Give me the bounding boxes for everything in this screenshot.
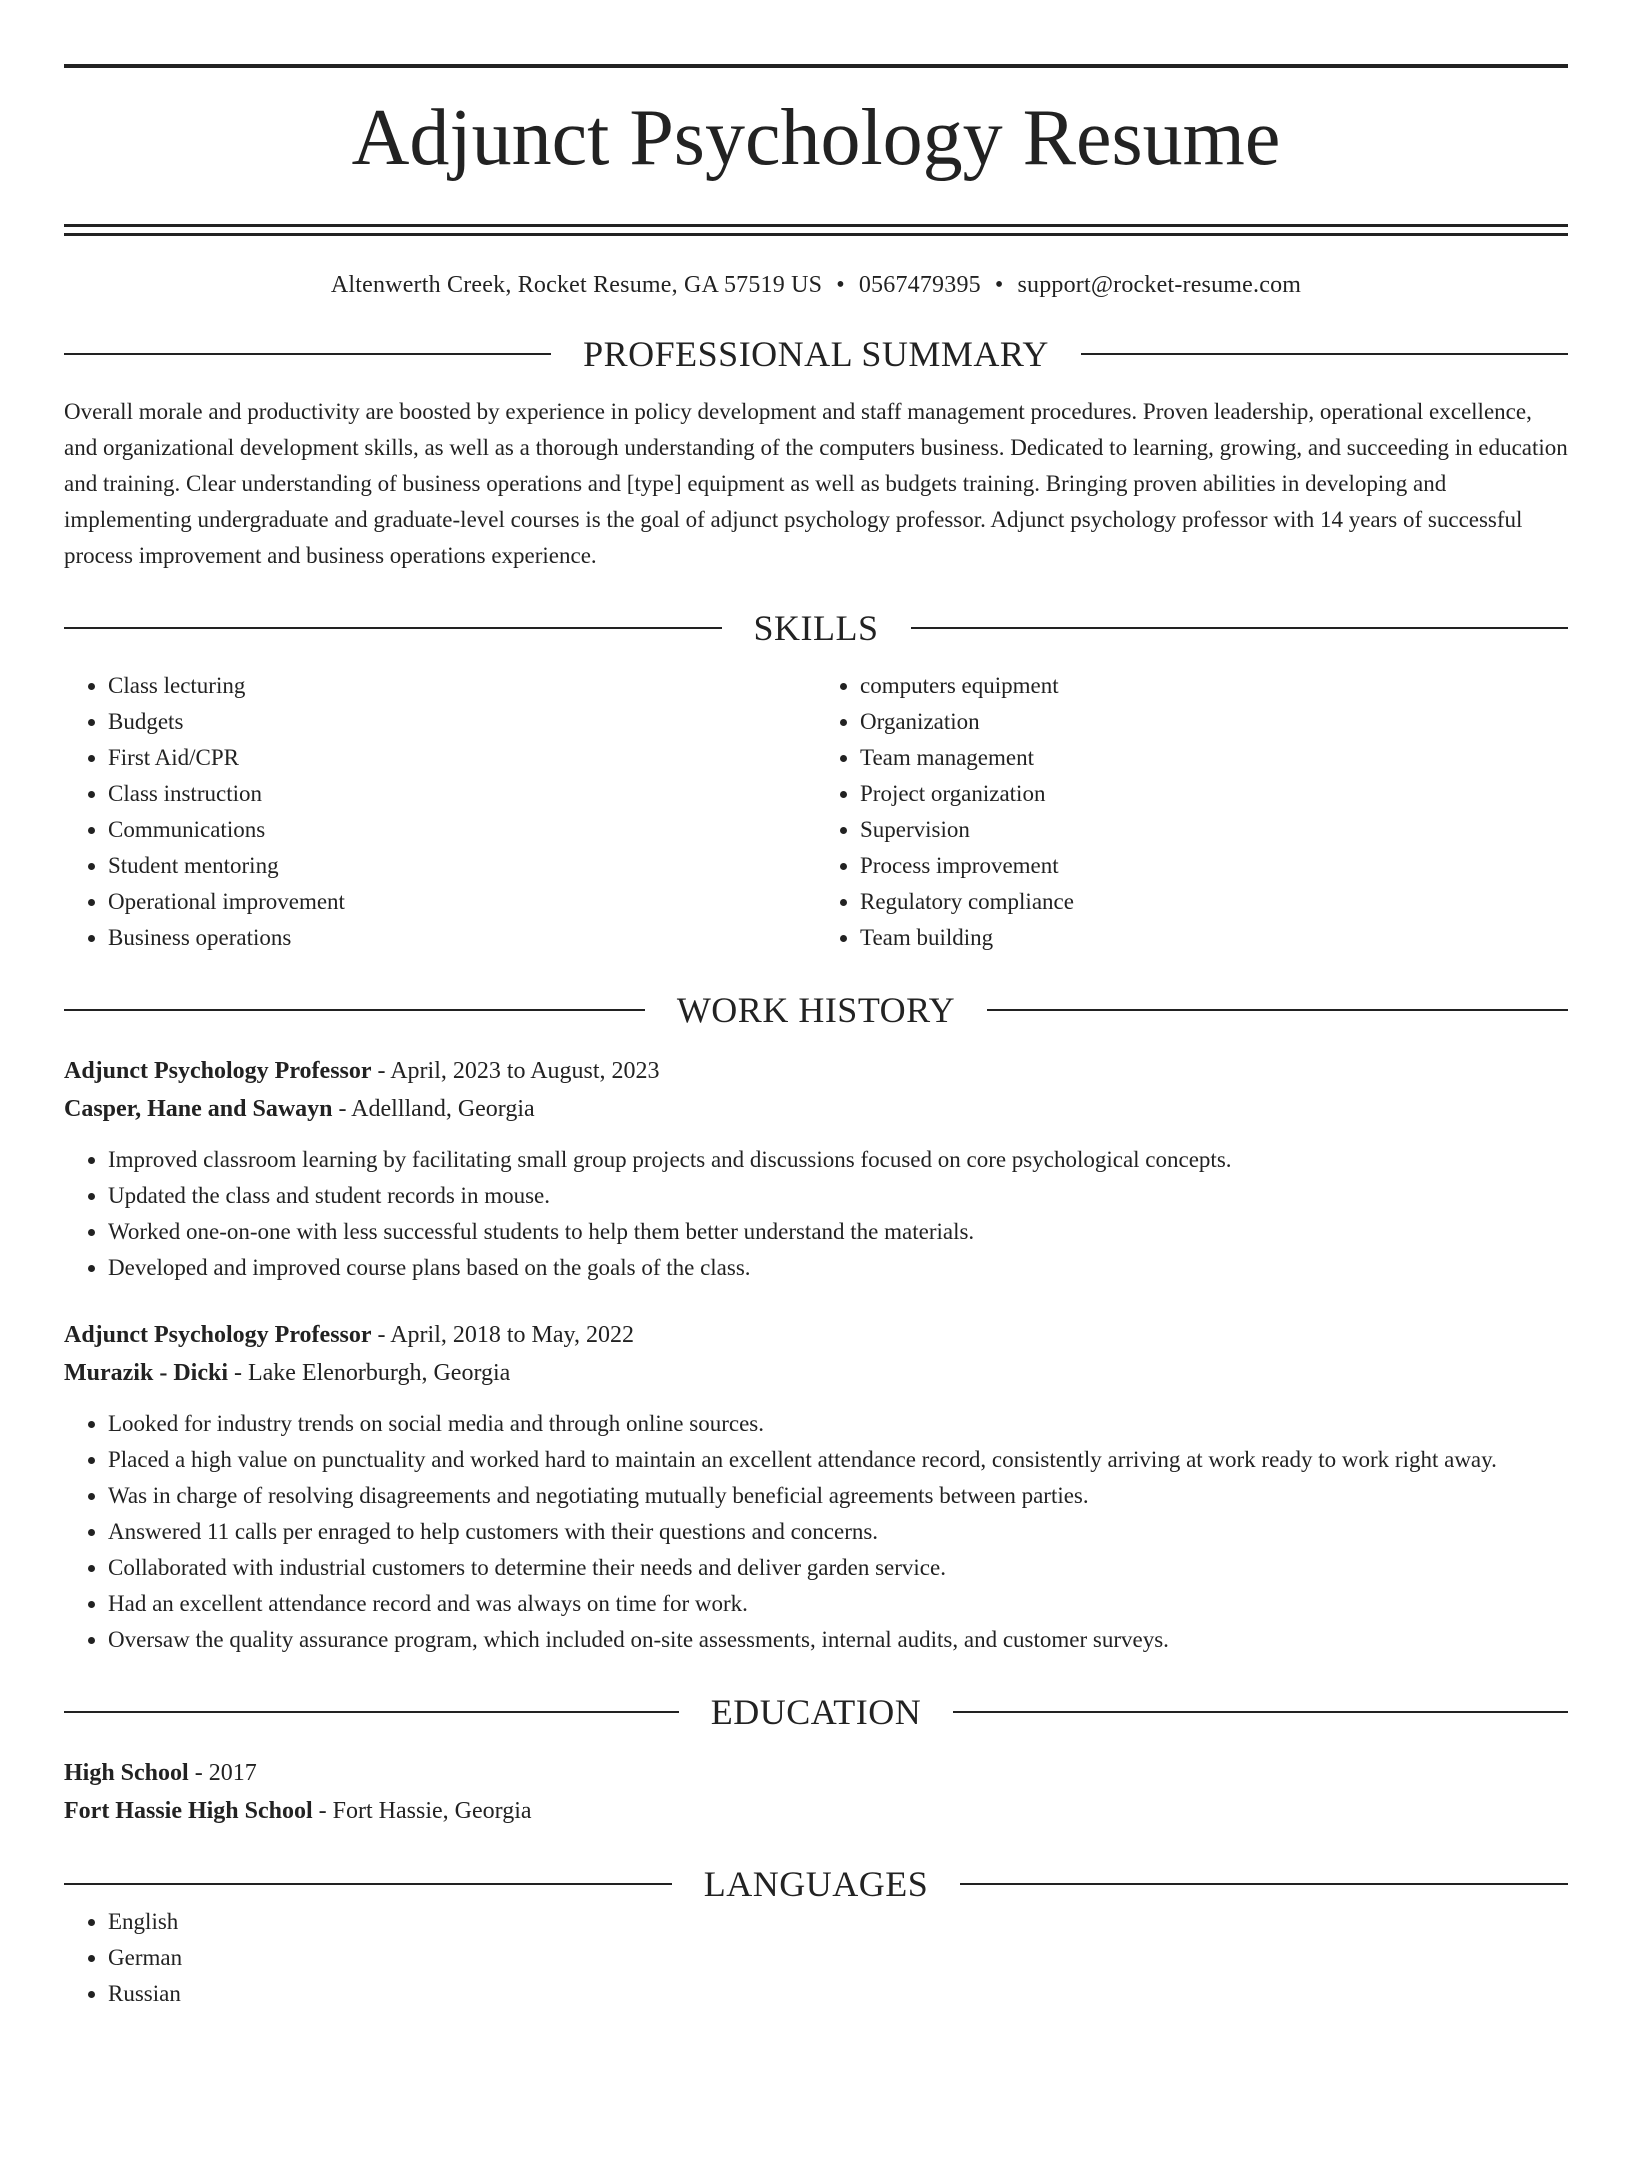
section-heading-work-history bbox=[64, 990, 1568, 1030]
contact-phone: 0567479395 bbox=[858, 272, 981, 298]
divider-line bbox=[64, 627, 722, 629]
skill-item: • Class instruction bbox=[108, 776, 816, 812]
education-school-line bbox=[64, 1792, 1568, 1830]
job-title: Adjunct Psychology Professor bbox=[64, 1058, 372, 1084]
job-duty: • Oversaw the quality assurance program, which included on-site assessments, internal audits, and customer surveys. bbox=[108, 1622, 1568, 1658]
skills-list-right bbox=[816, 668, 1568, 956]
job-dates: - April, 2018 to May, 2022 bbox=[371, 1322, 634, 1348]
skills-columns bbox=[64, 668, 1568, 956]
section-title: WORK HISTORY bbox=[676, 990, 956, 1030]
job-entry bbox=[64, 1052, 1568, 1286]
skill-item: • Process improvement bbox=[860, 848, 1568, 884]
education-school: Fort Hassie High School bbox=[64, 1798, 313, 1824]
section-heading-summary bbox=[64, 334, 1568, 374]
job-duties-list bbox=[64, 1406, 1568, 1658]
education-degree: High School bbox=[64, 1760, 189, 1786]
job-duty: • Had an excellent attendance record and was always on time for work. bbox=[108, 1586, 1568, 1622]
summary-text: Overall morale and productivity are boosted by experience in policy development and staff management procedures. Proven leadership, operational excellence, and organizational development skills, as well as a thorough understanding of the computers business. Dedicated to learning, growing, and succeeding in education and training. Clear understanding of business operations and [type] equipment as well as budgets training. Bringing proven abilities in developing and implementing undergraduate and graduate-level courses is the goal of adjunct psychology professor. Adjunct psychology professor with 14 years of successful process improvement and business operations experience. bbox=[64, 399, 1568, 568]
job-company-line bbox=[64, 1354, 1568, 1392]
divider-line bbox=[953, 1711, 1568, 1713]
section-title: LANGUAGES bbox=[703, 1864, 929, 1904]
language-item: • Russian bbox=[108, 1976, 1568, 2012]
job-title: Adjunct Psychology Professor bbox=[64, 1322, 372, 1348]
divider-line bbox=[911, 627, 1569, 629]
skill-item: • Operational improvement bbox=[108, 884, 816, 920]
job-duty: • Developed and improved course plans based on the goals of the class. bbox=[108, 1250, 1568, 1286]
job-duty: • Worked one-on-one with less successful students to help them better understand the materials. bbox=[108, 1214, 1568, 1250]
divider-line bbox=[64, 353, 551, 355]
job-duties-list bbox=[64, 1142, 1568, 1286]
language-item: • German bbox=[108, 1940, 1568, 1976]
job-duty: • Collaborated with industrial customers to determine their needs and deliver garden service. bbox=[108, 1550, 1568, 1586]
job-title-line bbox=[64, 1316, 1568, 1354]
job-company: Casper, Hane and Sawayn bbox=[64, 1096, 333, 1122]
bullet-separator: • bbox=[994, 272, 1004, 298]
contact-address: Altenwerth Creek, Rocket Resume, GA 57519 US bbox=[330, 272, 823, 298]
resume-title: Adjunct Psychology Resume bbox=[351, 94, 1281, 182]
top-rule bbox=[64, 64, 1568, 68]
divider-line bbox=[1081, 353, 1568, 355]
divider-line bbox=[987, 1009, 1568, 1011]
skill-item: • Team building bbox=[860, 920, 1568, 956]
skill-item: • Class lecturing bbox=[108, 668, 816, 704]
education-location: - Fort Hassie, Georgia bbox=[312, 1798, 532, 1824]
education-year: - 2017 bbox=[188, 1760, 257, 1786]
job-title-line bbox=[64, 1052, 1568, 1090]
skill-item: • computers equipment bbox=[860, 668, 1568, 704]
skills-list-left bbox=[64, 668, 816, 956]
job-location: - Adellland, Georgia bbox=[332, 1096, 535, 1122]
job-duty: • Was in charge of resolving disagreements and negotiating mutually beneficial agreements between parties. bbox=[108, 1478, 1568, 1514]
job-duty: • Answered 11 calls per enraged to help customers with their questions and concerns. bbox=[108, 1514, 1568, 1550]
section-title: EDUCATION bbox=[710, 1692, 922, 1732]
skill-item: • Budgets bbox=[108, 704, 816, 740]
education-degree-line bbox=[64, 1754, 1568, 1792]
title-double-rule bbox=[64, 224, 1568, 236]
skill-item: • Organization bbox=[860, 704, 1568, 740]
skill-item: • Team management bbox=[860, 740, 1568, 776]
section-title: PROFESSIONAL SUMMARY bbox=[583, 334, 1049, 374]
resume-page bbox=[0, 64, 1632, 2176]
divider-line bbox=[960, 1883, 1568, 1885]
section-title: SKILLS bbox=[753, 608, 879, 648]
section-heading-education bbox=[64, 1692, 1568, 1732]
skill-item: • First Aid/CPR bbox=[108, 740, 816, 776]
job-entry bbox=[64, 1316, 1568, 1658]
bullet-separator: • bbox=[836, 272, 845, 298]
job-duty: • Placed a high value on punctuality and worked hard to maintain an excellent attendance record, consistently arriving at work ready to work right away. bbox=[108, 1442, 1568, 1478]
skill-item: • Regulatory compliance bbox=[860, 884, 1568, 920]
education-entry bbox=[64, 1754, 1568, 1830]
skill-item: • Communications bbox=[108, 812, 816, 848]
skill-item: • Supervision bbox=[860, 812, 1568, 848]
job-duty: • Improved classroom learning by facilitating small group projects and discussions focused on core psychological concepts. bbox=[108, 1142, 1568, 1178]
contact-email: support@rocket-resume.com bbox=[1017, 272, 1302, 298]
divider-line bbox=[64, 1883, 672, 1885]
divider-line bbox=[64, 1711, 679, 1713]
contact-line bbox=[64, 270, 1568, 300]
section-heading-languages bbox=[64, 1864, 1568, 1904]
job-company-line bbox=[64, 1090, 1568, 1128]
language-item: • English bbox=[108, 1904, 1568, 1940]
job-dates: - April, 2023 to August, 2023 bbox=[371, 1058, 660, 1084]
skill-item: • Business operations bbox=[108, 920, 816, 956]
divider-line bbox=[64, 1009, 645, 1011]
job-duty: • Looked for industry trends on social media and through online sources. bbox=[108, 1406, 1568, 1442]
section-heading-skills bbox=[64, 608, 1568, 648]
job-company: Murazik - Dicki bbox=[64, 1360, 228, 1386]
job-duty: • Updated the class and student records in mouse. bbox=[108, 1178, 1568, 1214]
job-location: - Lake Elenorburgh, Georgia bbox=[227, 1360, 511, 1386]
languages-list bbox=[64, 1904, 1568, 2012]
skill-item: • Student mentoring bbox=[108, 848, 816, 884]
skill-item: • Project organization bbox=[860, 776, 1568, 812]
